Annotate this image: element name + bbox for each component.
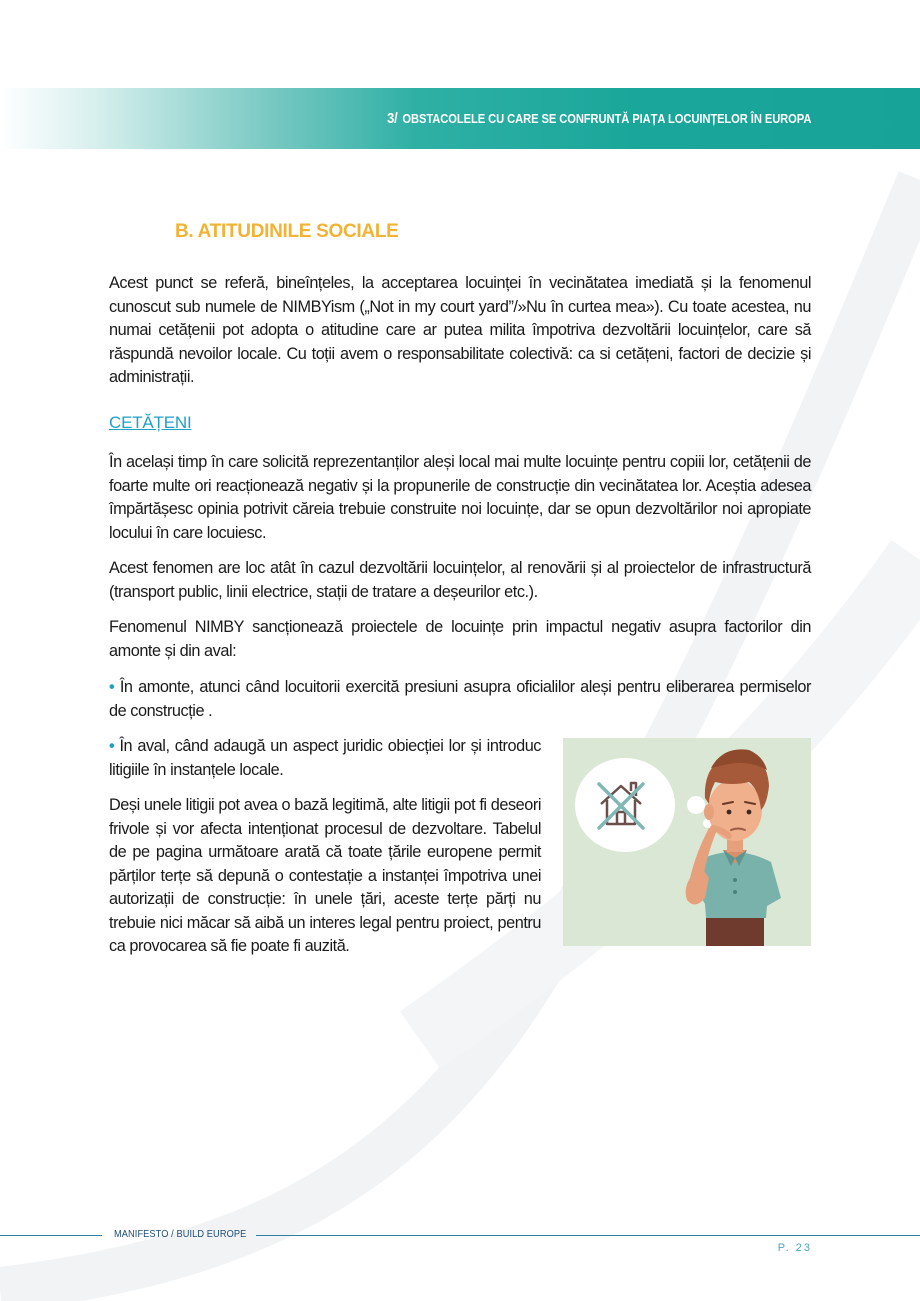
citizens-heading[interactable]: CETĂȚENI	[109, 413, 192, 432]
footer-rule-left	[0, 1235, 102, 1236]
citizens-paragraph-1: În același timp în care solicită reprezentanților aleși local mai multe locuințe pentru copiii lor, cetățenii de foarte multe ori reacționează negativ și la propunerile de construcție din vecinătatea lor. Aceștia adesea împărtășesc opinia potrivit căreia trebuie construite noi locuințe, dar se opun dezvoltărilor noi apropiate locului în care locuiesc.	[109, 453, 811, 542]
citizens-paragraph-3: Fenomenul NIMBY sancționează proiectele de locuințe prin impactul negativ asupra factorilor din amonte și din aval:	[109, 618, 811, 660]
bullet-dot-icon: •	[109, 737, 115, 755]
chapter-number: 3/	[386, 110, 398, 127]
section-title: B. ATITUDINILE SOCIALE	[175, 221, 399, 242]
citizens-paragraph-4: Deși unele litigii pot avea o bază legitimă, alte litigii pot fi deseori frivole și vor afecta intenționat procesul de dezvoltare. Tabelul de pe pagina următoare arată că toate țările europene permit părților terțe să depună o contestație a instanței împotriva unei autorizații de construcție: în unele țări, aceste terțe părți nu trebuie nici măcar să aibă un interes legal pentru proiect, pentru ca provocarea să fie poate fi auzită.	[109, 796, 541, 955]
citizens-paragraph-2: Acest fenomen are loc atât în cazul dezvoltării locuințelor, al renovării și al proiectelor de infrastructură (transport public, linii electrice, stații de tratare a deșeurilor etc.).	[109, 559, 811, 601]
page-number: P. 23	[777, 1242, 812, 1254]
footer-label: MANIFESTO / BUILD EUROPE	[114, 1228, 247, 1240]
bullet-upstream	[109, 676, 811, 723]
intro-paragraph: Acest punct se referă, bineînțeles, la acceptarea locuinței în vecinătatea imediată și la fenomenul cunoscut sub numele de NIMBYism („Not in my court yard”/»Nu în curtea mea»). Cu toate acestea, nu numai cetățenii pot adopta o atitudine care ar putea milita împotriva dezvoltării locuințelor, care să răspundă nevoilor locale. Cu toții avem o responsabilitate colectivă: ca si cetățeni, factori de decizie și administrații.	[109, 274, 811, 386]
bullet-downstream	[109, 735, 541, 782]
bullet-dot-icon: •	[109, 678, 115, 696]
chapter-header	[387, 110, 811, 127]
chapter-title: OBSTACOLELE CU CARE SE CONFRUNTĂ PIAȚA LOCUINȚELOR ÎN EUROPA	[402, 111, 811, 126]
thinking-man-crossed-house-icon	[563, 738, 811, 946]
footer-rule-right	[256, 1235, 920, 1236]
bullet-upstream-text: În amonte, atunci când locuitorii exercită presiuni asupra oficialilor aleși pentru eliberarea permiselor de construcție .	[109, 678, 811, 720]
thinking-man-illustration	[563, 738, 811, 946]
bullet-downstream-text: În aval, când adaugă un aspect juridic obiecției lor și introduc litigiile în instanțele locale.	[109, 737, 541, 779]
